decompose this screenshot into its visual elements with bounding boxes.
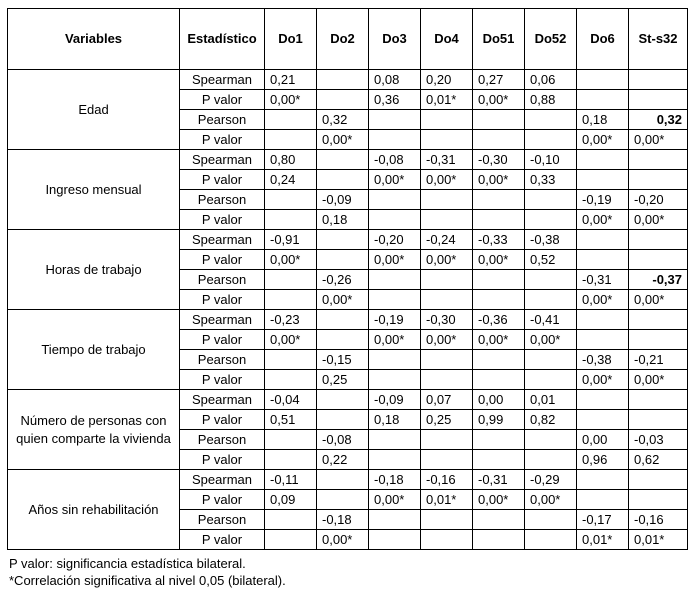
value-cell: [421, 530, 473, 550]
value-cell: 0,00*: [265, 250, 317, 270]
value-cell: [317, 90, 369, 110]
statistic-cell: Spearman: [180, 70, 265, 90]
value-cell: [265, 510, 317, 530]
value-cell: 0,27: [473, 70, 525, 90]
value-cell: [525, 430, 577, 450]
value-cell: [577, 70, 629, 90]
value-cell: [473, 450, 525, 470]
note-p-valor: P valor: significancia estadística bilateral.: [9, 556, 246, 571]
statistic-cell: P valor: [180, 90, 265, 110]
statistic-cell: P valor: [180, 250, 265, 270]
value-cell: [629, 470, 688, 490]
value-cell: -0,09: [317, 190, 369, 210]
value-cell: [525, 190, 577, 210]
value-cell: 0,00*: [525, 330, 577, 350]
value-cell: -0,04: [265, 390, 317, 410]
value-cell: [473, 530, 525, 550]
value-cell: 0,18: [369, 410, 421, 430]
value-cell: [317, 470, 369, 490]
header-row: [8, 9, 688, 70]
value-cell: [629, 230, 688, 250]
value-cell: -0,15: [317, 350, 369, 370]
variable-cell: Edad: [8, 70, 180, 150]
value-cell: [317, 310, 369, 330]
value-cell: [577, 310, 629, 330]
value-cell: [369, 290, 421, 310]
statistic-cell: Pearson: [180, 430, 265, 450]
value-cell: [629, 150, 688, 170]
table-row: [8, 230, 688, 250]
value-cell: 0,00*: [629, 290, 688, 310]
statistic-cell: Spearman: [180, 390, 265, 410]
value-cell: [317, 250, 369, 270]
value-cell: [369, 450, 421, 470]
header-variables: Variables: [8, 9, 180, 70]
value-cell: [473, 510, 525, 530]
value-cell: [473, 350, 525, 370]
correlation-table: [7, 8, 688, 550]
value-cell: 0,18: [577, 110, 629, 130]
value-cell: [421, 450, 473, 470]
statistic-cell: P valor: [180, 330, 265, 350]
value-cell: [317, 490, 369, 510]
value-cell: [525, 510, 577, 530]
value-cell: -0,36: [473, 310, 525, 330]
value-cell: [577, 170, 629, 190]
value-cell: -0,16: [421, 470, 473, 490]
value-cell: -0,21: [629, 350, 688, 370]
statistic-cell: P valor: [180, 170, 265, 190]
value-cell: [577, 470, 629, 490]
value-cell: [317, 330, 369, 350]
value-cell: 0,00*: [369, 250, 421, 270]
value-cell: [525, 450, 577, 470]
value-cell: [577, 330, 629, 350]
value-cell: [265, 130, 317, 150]
value-cell: [473, 270, 525, 290]
value-cell: 0,00*: [629, 210, 688, 230]
value-cell: [629, 490, 688, 510]
value-cell: [265, 110, 317, 130]
value-cell: -0,19: [369, 310, 421, 330]
value-cell: [629, 90, 688, 110]
value-cell: 0,00*: [473, 330, 525, 350]
value-cell: [317, 170, 369, 190]
value-cell: 0,00: [473, 390, 525, 410]
value-cell: 0,21: [265, 70, 317, 90]
variable-cell: Años sin rehabilitación: [8, 470, 180, 550]
value-cell: -0,30: [421, 310, 473, 330]
value-cell: 0,01*: [421, 90, 473, 110]
value-cell: 0,00*: [577, 290, 629, 310]
table-body: [8, 70, 688, 550]
value-cell: [317, 410, 369, 430]
value-cell: 0,01*: [629, 530, 688, 550]
value-cell: 0,01: [525, 390, 577, 410]
value-cell: -0,30: [473, 150, 525, 170]
value-cell: 0,09: [265, 490, 317, 510]
value-cell: [369, 190, 421, 210]
value-cell: 0,07: [421, 390, 473, 410]
value-cell: [577, 230, 629, 250]
value-cell: [473, 210, 525, 230]
value-cell: 0,00*: [265, 330, 317, 350]
value-cell: [629, 250, 688, 270]
value-cell: [525, 370, 577, 390]
value-cell: -0,31: [577, 270, 629, 290]
value-cell: [577, 390, 629, 410]
value-cell: [369, 270, 421, 290]
statistic-cell: P valor: [180, 130, 265, 150]
value-cell: -0,91: [265, 230, 317, 250]
value-cell: 0,25: [421, 410, 473, 430]
value-cell: -0,17: [577, 510, 629, 530]
value-cell: -0,08: [369, 150, 421, 170]
value-cell: -0,23: [265, 310, 317, 330]
header-estadistico: Estadístico: [180, 9, 265, 70]
value-cell: [265, 190, 317, 210]
value-cell: [369, 510, 421, 530]
value-cell: [577, 410, 629, 430]
value-cell: [577, 490, 629, 510]
value-cell: [317, 230, 369, 250]
value-cell: [525, 210, 577, 230]
value-cell: 0,00*: [473, 250, 525, 270]
statistic-cell: Spearman: [180, 230, 265, 250]
value-cell: [317, 150, 369, 170]
value-cell: 0,00*: [369, 490, 421, 510]
value-cell: -0,09: [369, 390, 421, 410]
value-cell: 0,00*: [629, 130, 688, 150]
value-cell: -0,10: [525, 150, 577, 170]
value-cell: [421, 430, 473, 450]
statistic-cell: P valor: [180, 410, 265, 430]
value-cell: [525, 350, 577, 370]
value-cell: [629, 410, 688, 430]
value-cell: [265, 370, 317, 390]
value-cell: [473, 190, 525, 210]
value-cell: 0,00*: [577, 370, 629, 390]
value-cell: [473, 370, 525, 390]
value-cell: [629, 390, 688, 410]
note-significance: *Correlación significativa al nivel 0,05 (bilateral).: [9, 573, 286, 588]
value-cell: [369, 110, 421, 130]
value-cell: 0,00*: [629, 370, 688, 390]
value-cell: 0,00*: [525, 490, 577, 510]
value-cell: [369, 530, 421, 550]
value-cell: [421, 270, 473, 290]
header-do3: Do3: [369, 9, 421, 70]
value-cell: 0,22: [317, 450, 369, 470]
value-cell: [421, 290, 473, 310]
value-cell: 0,00: [577, 430, 629, 450]
statistic-cell: Spearman: [180, 470, 265, 490]
value-cell: 0,99: [473, 410, 525, 430]
value-cell: [421, 130, 473, 150]
header-do1: Do1: [265, 9, 317, 70]
value-cell: [525, 110, 577, 130]
value-cell: 0,51: [265, 410, 317, 430]
value-cell: 0,00*: [265, 90, 317, 110]
value-cell: -0,11: [265, 470, 317, 490]
table-row: [8, 70, 688, 90]
statistic-cell: Pearson: [180, 270, 265, 290]
header-st-s32: St-s32: [629, 9, 688, 70]
value-cell: -0,24: [421, 230, 473, 250]
value-cell: 0,00*: [473, 90, 525, 110]
value-cell: [525, 530, 577, 550]
header-do52: Do52: [525, 9, 577, 70]
variable-cell: Ingreso mensual: [8, 150, 180, 230]
value-cell: [473, 290, 525, 310]
value-cell: [265, 270, 317, 290]
value-cell: -0,19: [577, 190, 629, 210]
value-cell: 0,32: [317, 110, 369, 130]
value-cell: -0,08: [317, 430, 369, 450]
value-cell: 0,18: [317, 210, 369, 230]
statistic-cell: P valor: [180, 290, 265, 310]
value-cell: 0,96: [577, 450, 629, 470]
value-cell: [421, 370, 473, 390]
header-do6: Do6: [577, 9, 629, 70]
value-cell: [369, 430, 421, 450]
value-cell: -0,41: [525, 310, 577, 330]
value-cell: 0,80: [265, 150, 317, 170]
value-cell: 0,00*: [473, 490, 525, 510]
statistic-cell: P valor: [180, 370, 265, 390]
variable-cell: Horas de trabajo: [8, 230, 180, 310]
value-cell: 0,06: [525, 70, 577, 90]
value-cell: [473, 130, 525, 150]
value-cell: 0,00*: [317, 530, 369, 550]
value-cell: 0,01*: [577, 530, 629, 550]
value-cell: 0,88: [525, 90, 577, 110]
value-cell: [577, 90, 629, 110]
value-cell: [577, 250, 629, 270]
value-cell: -0,03: [629, 430, 688, 450]
statistic-cell: Spearman: [180, 310, 265, 330]
value-cell: 0,00*: [577, 130, 629, 150]
statistic-cell: Spearman: [180, 150, 265, 170]
value-cell: [265, 350, 317, 370]
value-cell: 0,00*: [369, 330, 421, 350]
value-cell: [421, 210, 473, 230]
value-cell: 0,00*: [473, 170, 525, 190]
value-cell: 0,52: [525, 250, 577, 270]
value-cell: [629, 330, 688, 350]
value-cell: [265, 450, 317, 470]
value-cell: [265, 290, 317, 310]
value-cell: [421, 190, 473, 210]
value-cell: 0,00*: [369, 170, 421, 190]
statistic-cell: P valor: [180, 210, 265, 230]
value-cell: [525, 130, 577, 150]
value-cell: 0,00*: [421, 250, 473, 270]
table-row: [8, 470, 688, 490]
value-cell: 0,82: [525, 410, 577, 430]
value-cell: -0,29: [525, 470, 577, 490]
statistic-cell: Pearson: [180, 190, 265, 210]
value-cell: -0,18: [369, 470, 421, 490]
value-cell: [369, 210, 421, 230]
value-cell: 0,08: [369, 70, 421, 90]
value-cell: -0,38: [577, 350, 629, 370]
value-cell: [629, 310, 688, 330]
statistic-cell: P valor: [180, 530, 265, 550]
header-do2: Do2: [317, 9, 369, 70]
statistic-cell: Pearson: [180, 510, 265, 530]
value-cell: [473, 430, 525, 450]
value-cell: -0,18: [317, 510, 369, 530]
value-cell: 0,00*: [421, 170, 473, 190]
value-cell: [629, 170, 688, 190]
value-cell: [369, 350, 421, 370]
value-cell: [421, 510, 473, 530]
value-cell: -0,20: [629, 190, 688, 210]
table-notes: [9, 555, 286, 589]
value-cell: 0,33: [525, 170, 577, 190]
value-cell: [317, 390, 369, 410]
value-cell: [317, 70, 369, 90]
value-cell: [265, 210, 317, 230]
value-cell: 0,62: [629, 450, 688, 470]
value-cell: 0,00*: [421, 330, 473, 350]
value-cell: 0,00*: [317, 130, 369, 150]
value-cell: [265, 530, 317, 550]
value-cell: 0,00*: [317, 290, 369, 310]
statistic-cell: Pearson: [180, 110, 265, 130]
value-cell: -0,38: [525, 230, 577, 250]
value-cell: -0,33: [473, 230, 525, 250]
value-cell: -0,16: [629, 510, 688, 530]
value-cell: [369, 370, 421, 390]
value-cell: -0,26: [317, 270, 369, 290]
value-cell: [369, 130, 421, 150]
value-cell: [525, 290, 577, 310]
header-do51: Do51: [473, 9, 525, 70]
value-cell: -0,37: [629, 270, 688, 290]
value-cell: -0,20: [369, 230, 421, 250]
value-cell: 0,36: [369, 90, 421, 110]
table-row: [8, 310, 688, 330]
value-cell: [525, 270, 577, 290]
value-cell: [421, 350, 473, 370]
statistic-cell: P valor: [180, 450, 265, 470]
value-cell: [265, 430, 317, 450]
statistic-cell: P valor: [180, 490, 265, 510]
value-cell: 0,25: [317, 370, 369, 390]
value-cell: 0,24: [265, 170, 317, 190]
table-row: [8, 150, 688, 170]
value-cell: 0,32: [629, 110, 688, 130]
value-cell: 0,00*: [577, 210, 629, 230]
value-cell: [577, 150, 629, 170]
header-do4: Do4: [421, 9, 473, 70]
value-cell: 0,01*: [421, 490, 473, 510]
variable-cell: Número de personas con quien comparte la vivienda: [8, 390, 180, 470]
variable-cell: Tiempo de trabajo: [8, 310, 180, 390]
value-cell: [629, 70, 688, 90]
value-cell: -0,31: [473, 470, 525, 490]
value-cell: [421, 110, 473, 130]
value-cell: -0,31: [421, 150, 473, 170]
value-cell: 0,20: [421, 70, 473, 90]
statistic-cell: Pearson: [180, 350, 265, 370]
value-cell: [473, 110, 525, 130]
table-row: [8, 390, 688, 410]
